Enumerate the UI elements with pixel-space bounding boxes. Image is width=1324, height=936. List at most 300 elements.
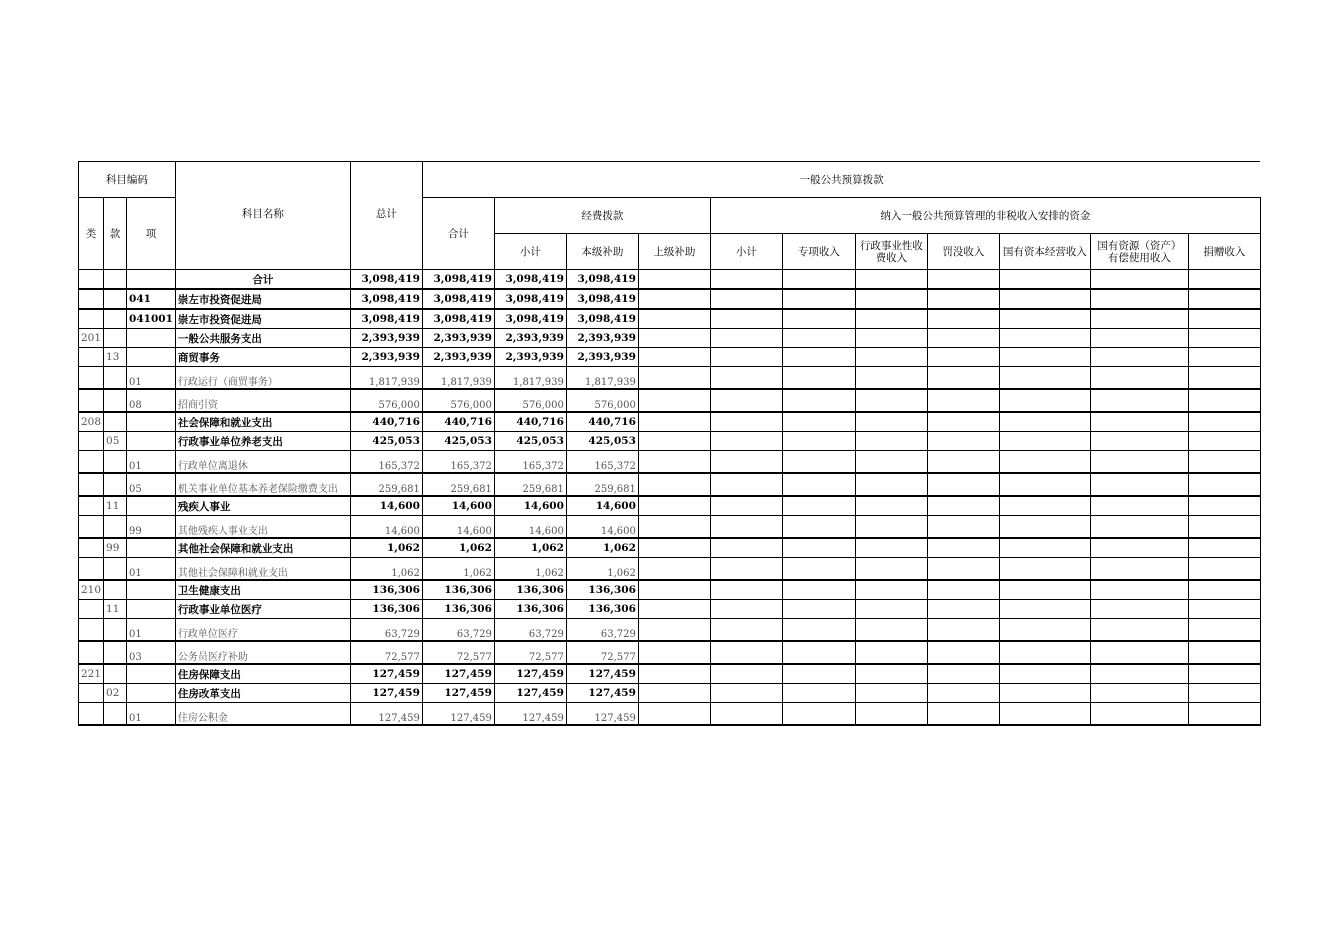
cell-fines <box>927 516 999 539</box>
cell-name: 合计 <box>175 270 350 290</box>
cell-fines <box>927 412 999 432</box>
cell-admin-fee <box>855 309 927 329</box>
cell-lei: 210 <box>79 580 104 600</box>
table-row <box>79 270 1261 290</box>
cell-subtotal: 259,681 <box>494 473 566 496</box>
header-lei: 类 <box>79 198 104 270</box>
header-code-group: 科目编码 <box>79 162 176 198</box>
cell-local-subsidy: 3,098,419 <box>566 289 638 309</box>
cell-state-resource <box>1090 664 1188 684</box>
cell-upper-subsidy <box>638 473 710 496</box>
table-row <box>79 684 1261 703</box>
cell-xiang <box>127 412 176 432</box>
cell-kuan: 05 <box>104 432 127 451</box>
cell-subtotal: 136,306 <box>494 580 566 600</box>
cell-upper-subsidy <box>638 538 710 558</box>
cell-nt-subtotal <box>710 619 782 642</box>
cell-total: 259,681 <box>350 473 422 496</box>
cell-nt-subtotal <box>710 703 782 726</box>
cell-nt-subtotal <box>710 641 782 664</box>
cell-heji: 2,393,939 <box>422 348 494 367</box>
cell-subtotal: 14,600 <box>494 516 566 539</box>
cell-kuan <box>104 641 127 664</box>
cell-admin-fee <box>855 348 927 367</box>
table-row <box>79 496 1261 516</box>
cell-state-capital <box>999 367 1090 390</box>
cell-donation <box>1188 432 1260 451</box>
cell-special-income <box>782 348 855 367</box>
cell-kuan <box>104 558 127 581</box>
cell-fines <box>927 600 999 619</box>
cell-nt-subtotal <box>710 309 782 329</box>
cell-state-capital <box>999 473 1090 496</box>
header-heji: 合计 <box>422 198 494 270</box>
cell-special-income <box>782 558 855 581</box>
cell-total: 136,306 <box>350 600 422 619</box>
cell-lei <box>79 451 104 474</box>
cell-lei <box>79 367 104 390</box>
cell-lei: 221 <box>79 664 104 684</box>
cell-kuan <box>104 516 127 539</box>
cell-total: 1,817,939 <box>350 367 422 390</box>
cell-state-capital <box>999 558 1090 581</box>
cell-fines <box>927 664 999 684</box>
cell-donation <box>1188 496 1260 516</box>
header-name: 科目名称 <box>175 162 350 270</box>
cell-lei <box>79 641 104 664</box>
cell-donation <box>1188 412 1260 432</box>
cell-state-capital <box>999 619 1090 642</box>
cell-total: 127,459 <box>350 664 422 684</box>
cell-subtotal: 127,459 <box>494 703 566 726</box>
cell-kuan <box>104 703 127 726</box>
cell-xiang <box>127 329 176 348</box>
cell-nt-subtotal <box>710 348 782 367</box>
table-row <box>79 538 1261 558</box>
table-row <box>79 473 1261 496</box>
header-special-income: 专项收入 <box>782 234 855 270</box>
cell-state-resource <box>1090 309 1188 329</box>
cell-local-subsidy: 440,716 <box>566 412 638 432</box>
cell-name: 住房改革支出 <box>175 684 350 703</box>
header-funding: 经费拨款 <box>494 198 710 234</box>
cell-state-capital <box>999 270 1090 290</box>
cell-state-capital <box>999 516 1090 539</box>
cell-total: 2,393,939 <box>350 329 422 348</box>
cell-local-subsidy: 425,053 <box>566 432 638 451</box>
cell-donation <box>1188 348 1260 367</box>
cell-fines <box>927 703 999 726</box>
cell-kuan: 13 <box>104 348 127 367</box>
cell-state-resource <box>1090 516 1188 539</box>
cell-nt-subtotal <box>710 580 782 600</box>
cell-state-resource <box>1090 619 1188 642</box>
cell-special-income <box>782 389 855 412</box>
header-kuan: 款 <box>104 198 127 270</box>
cell-donation <box>1188 619 1260 642</box>
table-row <box>79 432 1261 451</box>
cell-subtotal: 72,577 <box>494 641 566 664</box>
cell-local-subsidy: 2,393,939 <box>566 329 638 348</box>
cell-kuan <box>104 619 127 642</box>
cell-kuan: 02 <box>104 684 127 703</box>
cell-xiang: 01 <box>127 451 176 474</box>
table-row <box>79 451 1261 474</box>
cell-special-income <box>782 664 855 684</box>
cell-admin-fee <box>855 684 927 703</box>
cell-fines <box>927 538 999 558</box>
cell-state-capital <box>999 329 1090 348</box>
cell-state-capital <box>999 389 1090 412</box>
cell-local-subsidy: 136,306 <box>566 600 638 619</box>
cell-xiang: 041001 <box>127 309 176 329</box>
cell-lei <box>79 703 104 726</box>
cell-local-subsidy: 14,600 <box>566 516 638 539</box>
cell-admin-fee <box>855 496 927 516</box>
cell-name: 行政事业单位养老支出 <box>175 432 350 451</box>
table-row <box>79 664 1261 684</box>
cell-admin-fee <box>855 432 927 451</box>
cell-kuan <box>104 289 127 309</box>
cell-lei: 201 <box>79 329 104 348</box>
header-subtotal: 小计 <box>494 234 566 270</box>
cell-state-capital <box>999 600 1090 619</box>
cell-lei <box>79 600 104 619</box>
budget-table <box>78 161 1261 726</box>
cell-nt-subtotal <box>710 329 782 348</box>
cell-state-resource <box>1090 684 1188 703</box>
table-row <box>79 329 1261 348</box>
cell-state-resource <box>1090 580 1188 600</box>
table-row <box>79 619 1261 642</box>
cell-xiang <box>127 580 176 600</box>
cell-subtotal: 14,600 <box>494 496 566 516</box>
table-row <box>79 641 1261 664</box>
cell-donation <box>1188 684 1260 703</box>
cell-fines <box>927 580 999 600</box>
cell-lei <box>79 496 104 516</box>
cell-name: 一般公共服务支出 <box>175 329 350 348</box>
cell-state-capital <box>999 664 1090 684</box>
cell-xiang: 05 <box>127 473 176 496</box>
cell-state-resource <box>1090 367 1188 390</box>
cell-nt-subtotal <box>710 684 782 703</box>
cell-donation <box>1188 580 1260 600</box>
cell-subtotal: 2,393,939 <box>494 329 566 348</box>
cell-special-income <box>782 580 855 600</box>
cell-upper-subsidy <box>638 496 710 516</box>
cell-heji: 136,306 <box>422 580 494 600</box>
cell-local-subsidy: 165,372 <box>566 451 638 474</box>
cell-fines <box>927 367 999 390</box>
cell-heji: 165,372 <box>422 451 494 474</box>
cell-kuan <box>104 329 127 348</box>
cell-nt-subtotal <box>710 389 782 412</box>
cell-subtotal: 127,459 <box>494 664 566 684</box>
cell-xiang: 03 <box>127 641 176 664</box>
header-total: 总计 <box>350 162 422 270</box>
header-upper-subsidy: 上级补助 <box>638 234 710 270</box>
cell-state-resource <box>1090 329 1188 348</box>
cell-xiang <box>127 600 176 619</box>
cell-xiang <box>127 432 176 451</box>
cell-local-subsidy: 1,062 <box>566 538 638 558</box>
cell-donation <box>1188 309 1260 329</box>
cell-total: 14,600 <box>350 516 422 539</box>
cell-xiang <box>127 664 176 684</box>
cell-name: 崇左市投资促进局 <box>175 289 350 309</box>
header-nt-subtotal: 小计 <box>710 234 782 270</box>
cell-name: 住房保障支出 <box>175 664 350 684</box>
header-admin-fee: 行政事业性收费收入 <box>855 234 927 270</box>
header-xiang: 项 <box>127 198 176 270</box>
cell-state-capital <box>999 451 1090 474</box>
cell-special-income <box>782 451 855 474</box>
cell-kuan: 11 <box>104 600 127 619</box>
cell-fines <box>927 289 999 309</box>
cell-donation <box>1188 641 1260 664</box>
cell-nt-subtotal <box>710 558 782 581</box>
cell-fines <box>927 641 999 664</box>
cell-subtotal: 1,062 <box>494 558 566 581</box>
cell-heji: 2,393,939 <box>422 329 494 348</box>
cell-nt-subtotal <box>710 270 782 290</box>
cell-fines <box>927 451 999 474</box>
table-row <box>79 703 1261 726</box>
cell-state-resource <box>1090 412 1188 432</box>
cell-special-income <box>782 367 855 390</box>
cell-upper-subsidy <box>638 289 710 309</box>
cell-total: 63,729 <box>350 619 422 642</box>
cell-nt-subtotal <box>710 432 782 451</box>
cell-state-resource <box>1090 389 1188 412</box>
cell-fines <box>927 329 999 348</box>
cell-donation <box>1188 451 1260 474</box>
cell-admin-fee <box>855 703 927 726</box>
cell-lei <box>79 270 104 290</box>
cell-special-income <box>782 496 855 516</box>
cell-admin-fee <box>855 412 927 432</box>
cell-total: 14,600 <box>350 496 422 516</box>
cell-name: 社会保障和就业支出 <box>175 412 350 432</box>
cell-local-subsidy: 14,600 <box>566 496 638 516</box>
cell-name: 行政单位离退休 <box>175 451 350 474</box>
cell-total: 1,062 <box>350 538 422 558</box>
header-state-resource: 国有资源（资产）有偿使用收入 <box>1090 234 1188 270</box>
table-row <box>79 367 1261 390</box>
cell-upper-subsidy <box>638 558 710 581</box>
cell-xiang <box>127 496 176 516</box>
cell-special-income <box>782 309 855 329</box>
table-row <box>79 348 1261 367</box>
cell-heji: 3,098,419 <box>422 309 494 329</box>
table-row <box>79 289 1261 309</box>
cell-state-capital <box>999 412 1090 432</box>
header-general-budget: 一般公共预算拨款 <box>422 162 1260 198</box>
cell-upper-subsidy <box>638 684 710 703</box>
cell-upper-subsidy <box>638 664 710 684</box>
cell-special-income <box>782 432 855 451</box>
cell-heji: 127,459 <box>422 664 494 684</box>
cell-subtotal: 1,817,939 <box>494 367 566 390</box>
cell-fines <box>927 496 999 516</box>
cell-upper-subsidy <box>638 389 710 412</box>
cell-upper-subsidy <box>638 516 710 539</box>
table-row <box>79 412 1261 432</box>
cell-nt-subtotal <box>710 664 782 684</box>
cell-admin-fee <box>855 451 927 474</box>
cell-state-capital <box>999 289 1090 309</box>
cell-lei <box>79 309 104 329</box>
cell-xiang: 08 <box>127 389 176 412</box>
cell-fines <box>927 684 999 703</box>
cell-kuan <box>104 367 127 390</box>
cell-upper-subsidy <box>638 451 710 474</box>
cell-admin-fee <box>855 329 927 348</box>
cell-state-resource <box>1090 289 1188 309</box>
cell-nt-subtotal <box>710 496 782 516</box>
cell-total: 3,098,419 <box>350 270 422 290</box>
cell-total: 136,306 <box>350 580 422 600</box>
cell-name: 招商引资 <box>175 389 350 412</box>
cell-state-capital <box>999 538 1090 558</box>
cell-special-income <box>782 641 855 664</box>
header-fines: 罚没收入 <box>927 234 999 270</box>
cell-kuan <box>104 309 127 329</box>
cell-xiang <box>127 538 176 558</box>
cell-lei <box>79 432 104 451</box>
cell-special-income <box>782 538 855 558</box>
cell-local-subsidy: 136,306 <box>566 580 638 600</box>
cell-state-resource <box>1090 703 1188 726</box>
cell-state-capital <box>999 684 1090 703</box>
cell-nt-subtotal <box>710 516 782 539</box>
cell-lei <box>79 516 104 539</box>
cell-state-resource <box>1090 558 1188 581</box>
cell-fines <box>927 270 999 290</box>
cell-fines <box>927 389 999 412</box>
cell-heji: 63,729 <box>422 619 494 642</box>
cell-name: 公务员医疗补助 <box>175 641 350 664</box>
header-local-subsidy: 本级补助 <box>566 234 638 270</box>
cell-name: 商贸事务 <box>175 348 350 367</box>
cell-lei <box>79 473 104 496</box>
cell-total: 72,577 <box>350 641 422 664</box>
cell-local-subsidy: 63,729 <box>566 619 638 642</box>
cell-special-income <box>782 473 855 496</box>
cell-state-capital <box>999 496 1090 516</box>
cell-subtotal: 3,098,419 <box>494 270 566 290</box>
cell-upper-subsidy <box>638 600 710 619</box>
cell-special-income <box>782 270 855 290</box>
cell-xiang: 01 <box>127 703 176 726</box>
cell-heji: 127,459 <box>422 703 494 726</box>
cell-admin-fee <box>855 558 927 581</box>
cell-state-resource <box>1090 473 1188 496</box>
cell-state-capital <box>999 580 1090 600</box>
cell-donation <box>1188 389 1260 412</box>
cell-heji: 72,577 <box>422 641 494 664</box>
cell-subtotal: 440,716 <box>494 412 566 432</box>
cell-total: 3,098,419 <box>350 289 422 309</box>
cell-upper-subsidy <box>638 270 710 290</box>
cell-name: 行政运行（商贸事务） <box>175 367 350 390</box>
cell-total: 3,098,419 <box>350 309 422 329</box>
cell-name: 崇左市投资促进局 <box>175 309 350 329</box>
table-row <box>79 389 1261 412</box>
cell-subtotal: 63,729 <box>494 619 566 642</box>
cell-subtotal: 3,098,419 <box>494 309 566 329</box>
cell-state-capital <box>999 703 1090 726</box>
cell-subtotal: 2,393,939 <box>494 348 566 367</box>
cell-admin-fee <box>855 516 927 539</box>
table-row <box>79 580 1261 600</box>
cell-local-subsidy: 72,577 <box>566 641 638 664</box>
cell-heji: 440,716 <box>422 412 494 432</box>
cell-state-resource <box>1090 270 1188 290</box>
cell-fines <box>927 348 999 367</box>
cell-donation <box>1188 289 1260 309</box>
cell-kuan <box>104 473 127 496</box>
cell-local-subsidy: 259,681 <box>566 473 638 496</box>
cell-heji: 259,681 <box>422 473 494 496</box>
cell-admin-fee <box>855 600 927 619</box>
cell-upper-subsidy <box>638 432 710 451</box>
cell-local-subsidy: 1,062 <box>566 558 638 581</box>
cell-admin-fee <box>855 270 927 290</box>
cell-state-resource <box>1090 538 1188 558</box>
cell-heji: 1,062 <box>422 558 494 581</box>
cell-heji: 576,000 <box>422 389 494 412</box>
cell-special-income <box>782 412 855 432</box>
cell-local-subsidy: 127,459 <box>566 684 638 703</box>
cell-subtotal: 1,062 <box>494 538 566 558</box>
cell-admin-fee <box>855 641 927 664</box>
cell-admin-fee <box>855 664 927 684</box>
cell-subtotal: 165,372 <box>494 451 566 474</box>
table-row <box>79 309 1261 329</box>
cell-special-income <box>782 289 855 309</box>
cell-upper-subsidy <box>638 309 710 329</box>
cell-admin-fee <box>855 289 927 309</box>
cell-special-income <box>782 684 855 703</box>
cell-total: 576,000 <box>350 389 422 412</box>
cell-lei <box>79 348 104 367</box>
cell-upper-subsidy <box>638 703 710 726</box>
cell-local-subsidy: 3,098,419 <box>566 309 638 329</box>
cell-donation <box>1188 703 1260 726</box>
cell-name: 其他社会保障和就业支出 <box>175 538 350 558</box>
cell-heji: 1,062 <box>422 538 494 558</box>
cell-donation <box>1188 329 1260 348</box>
cell-subtotal: 425,053 <box>494 432 566 451</box>
cell-kuan <box>104 664 127 684</box>
cell-xiang: 99 <box>127 516 176 539</box>
cell-admin-fee <box>855 389 927 412</box>
cell-total: 127,459 <box>350 684 422 703</box>
cell-lei <box>79 558 104 581</box>
cell-special-income <box>782 703 855 726</box>
cell-state-resource <box>1090 348 1188 367</box>
cell-state-resource <box>1090 600 1188 619</box>
cell-admin-fee <box>855 538 927 558</box>
header-nontax: 纳入一般公共预算管理的非税收入安排的资金 <box>710 198 1260 234</box>
cell-xiang <box>127 684 176 703</box>
cell-name: 其他残疾人事业支出 <box>175 516 350 539</box>
cell-admin-fee <box>855 473 927 496</box>
cell-xiang <box>127 348 176 367</box>
cell-local-subsidy: 3,098,419 <box>566 270 638 290</box>
